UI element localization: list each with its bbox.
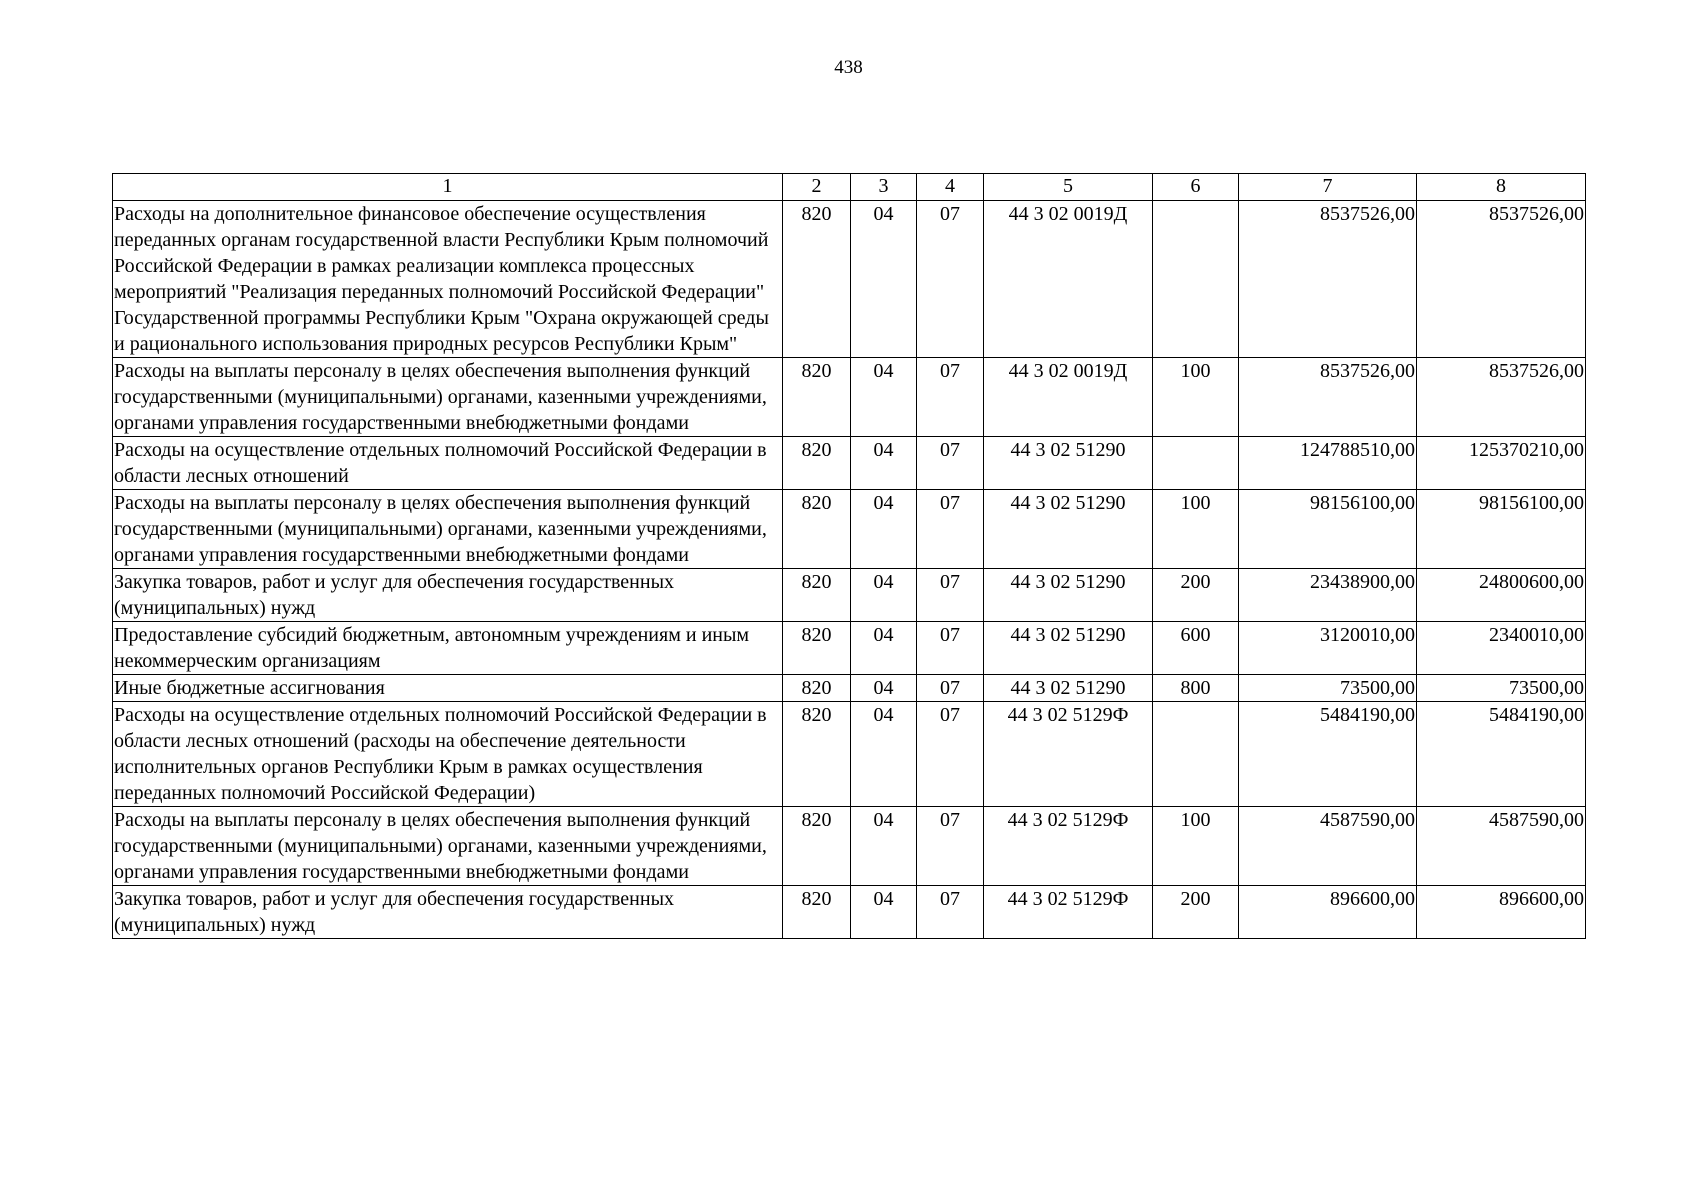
row-subsection: 07 — [917, 807, 984, 886]
row-amount-1: 3120010,00 — [1239, 622, 1417, 675]
row-target-article: 44 3 02 51290 — [984, 437, 1153, 490]
row-amount-1: 4587590,00 — [1239, 807, 1417, 886]
row-target-article: 44 3 02 51290 — [984, 675, 1153, 702]
row-amount-2: 8537526,00 — [1417, 358, 1586, 437]
row-subsection: 07 — [917, 622, 984, 675]
row-grbs: 820 — [783, 702, 851, 807]
table-row — [113, 201, 1586, 358]
row-section: 04 — [851, 569, 917, 622]
row-expense-type — [1153, 702, 1239, 807]
row-amount-1: 23438900,00 — [1239, 569, 1417, 622]
row-subsection: 07 — [917, 702, 984, 807]
row-target-article: 44 3 02 0019Д — [984, 358, 1153, 437]
row-grbs: 820 — [783, 569, 851, 622]
budget-table — [112, 173, 1586, 939]
row-target-article: 44 3 02 51290 — [984, 490, 1153, 569]
header-col-3: 3 — [851, 174, 917, 201]
row-amount-2: 24800600,00 — [1417, 569, 1586, 622]
row-description: Расходы на дополнительное финансовое обеспечение осуществления переданных органам государственной власти Республики Крым полномочий Российской Федерации в рамках реализации комплекса процессных мероприятий "Реализация переданных полномочий Российской Федерации" Государственной программы Республики Крым "Охрана окружающей среды и рационального использования природных ресурсов Республики Крым" — [113, 201, 783, 358]
row-subsection: 07 — [917, 886, 984, 939]
row-expense-type: 800 — [1153, 675, 1239, 702]
row-subsection: 07 — [917, 569, 984, 622]
row-amount-2: 896600,00 — [1417, 886, 1586, 939]
row-expense-type: 200 — [1153, 569, 1239, 622]
row-target-article: 44 3 02 5129Ф — [984, 702, 1153, 807]
row-subsection: 07 — [917, 490, 984, 569]
row-amount-2: 73500,00 — [1417, 675, 1586, 702]
row-grbs: 820 — [783, 807, 851, 886]
row-section: 04 — [851, 886, 917, 939]
table-row — [113, 358, 1586, 437]
header-col-4: 4 — [917, 174, 984, 201]
header-col-8: 8 — [1417, 174, 1586, 201]
row-section: 04 — [851, 358, 917, 437]
row-description: Расходы на выплаты персоналу в целях обеспечения выполнения функций государственными (муниципальными) органами, казенными учреждениями, органами управления государственными внебюджетными фондами — [113, 807, 783, 886]
table-row — [113, 886, 1586, 939]
table-row — [113, 569, 1586, 622]
row-expense-type — [1153, 437, 1239, 490]
row-section: 04 — [851, 702, 917, 807]
row-grbs: 820 — [783, 358, 851, 437]
row-amount-1: 5484190,00 — [1239, 702, 1417, 807]
row-grbs: 820 — [783, 201, 851, 358]
row-grbs: 820 — [783, 490, 851, 569]
row-description: Иные бюджетные ассигнования — [113, 675, 783, 702]
row-grbs: 820 — [783, 886, 851, 939]
row-section: 04 — [851, 201, 917, 358]
row-section: 04 — [851, 807, 917, 886]
row-target-article: 44 3 02 51290 — [984, 622, 1153, 675]
row-subsection: 07 — [917, 675, 984, 702]
row-section: 04 — [851, 437, 917, 490]
header-col-5: 5 — [984, 174, 1153, 201]
row-amount-2: 8537526,00 — [1417, 201, 1586, 358]
row-amount-1: 8537526,00 — [1239, 201, 1417, 358]
table-row — [113, 807, 1586, 886]
row-amount-2: 4587590,00 — [1417, 807, 1586, 886]
row-grbs: 820 — [783, 437, 851, 490]
header-col-6: 6 — [1153, 174, 1239, 201]
header-col-2: 2 — [783, 174, 851, 201]
table-row — [113, 490, 1586, 569]
row-expense-type: 100 — [1153, 807, 1239, 886]
row-grbs: 820 — [783, 675, 851, 702]
row-target-article: 44 3 02 0019Д — [984, 201, 1153, 358]
row-description: Предоставление субсидий бюджетным, автономным учреждениям и иным некоммерческим организациям — [113, 622, 783, 675]
table-row — [113, 622, 1586, 675]
row-target-article: 44 3 02 5129Ф — [984, 886, 1153, 939]
header-col-1: 1 — [113, 174, 783, 201]
row-section: 04 — [851, 490, 917, 569]
row-amount-1: 8537526,00 — [1239, 358, 1417, 437]
row-amount-1: 73500,00 — [1239, 675, 1417, 702]
row-expense-type: 200 — [1153, 886, 1239, 939]
row-amount-1: 124788510,00 — [1239, 437, 1417, 490]
row-expense-type: 100 — [1153, 490, 1239, 569]
row-expense-type: 100 — [1153, 358, 1239, 437]
row-expense-type: 600 — [1153, 622, 1239, 675]
row-subsection: 07 — [917, 201, 984, 358]
row-target-article: 44 3 02 51290 — [984, 569, 1153, 622]
table-row — [113, 702, 1586, 807]
table-body — [113, 201, 1586, 939]
table-row — [113, 675, 1586, 702]
row-description: Расходы на выплаты персоналу в целях обеспечения выполнения функций государственными (муниципальными) органами, казенными учреждениями, органами управления государственными внебюджетными фондами — [113, 490, 783, 569]
page-number: 438 — [834, 57, 863, 78]
row-description: Расходы на осуществление отдельных полномочий Российской Федерации в области лесных отношений — [113, 437, 783, 490]
row-description: Расходы на осуществление отдельных полномочий Российской Федерации в области лесных отношений (расходы на обеспечение деятельности исполнительных органов Республики Крым в рамках осуществления переданных полномочий Российской Федерации) — [113, 702, 783, 807]
row-target-article: 44 3 02 5129Ф — [984, 807, 1153, 886]
row-expense-type — [1153, 201, 1239, 358]
row-description: Закупка товаров, работ и услуг для обеспечения государственных (муниципальных) нужд — [113, 886, 783, 939]
header-col-7: 7 — [1239, 174, 1417, 201]
row-section: 04 — [851, 622, 917, 675]
row-description: Закупка товаров, работ и услуг для обеспечения государственных (муниципальных) нужд — [113, 569, 783, 622]
header-row — [113, 174, 1586, 201]
table-header — [113, 174, 1586, 201]
row-subsection: 07 — [917, 358, 984, 437]
row-section: 04 — [851, 675, 917, 702]
row-grbs: 820 — [783, 622, 851, 675]
row-amount-2: 2340010,00 — [1417, 622, 1586, 675]
row-amount-2: 125370210,00 — [1417, 437, 1586, 490]
row-amount-2: 98156100,00 — [1417, 490, 1586, 569]
row-description: Расходы на выплаты персоналу в целях обеспечения выполнения функций государственными (муниципальными) органами, казенными учреждениями, органами управления государственными внебюджетными фондами — [113, 358, 783, 437]
row-amount-2: 5484190,00 — [1417, 702, 1586, 807]
table-row — [113, 437, 1586, 490]
row-subsection: 07 — [917, 437, 984, 490]
row-amount-1: 896600,00 — [1239, 886, 1417, 939]
row-amount-1: 98156100,00 — [1239, 490, 1417, 569]
